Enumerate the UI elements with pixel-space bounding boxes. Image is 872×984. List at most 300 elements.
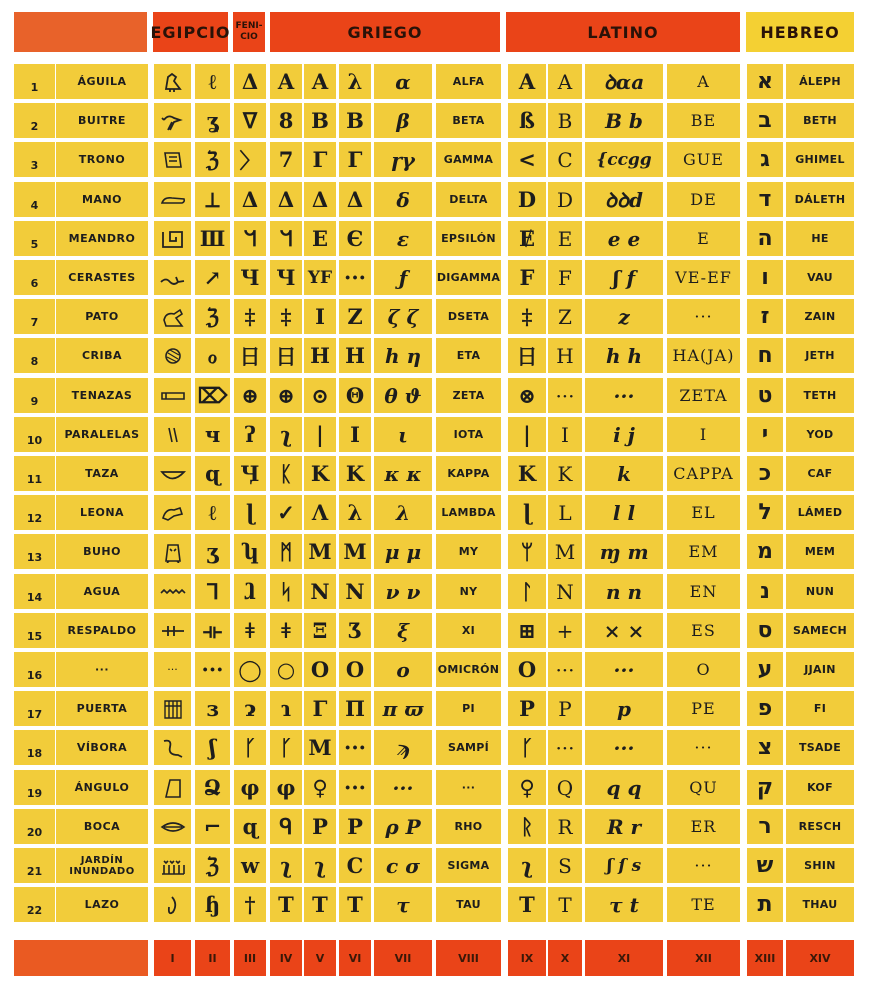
row-20-gname-text: RHO <box>454 820 483 833</box>
row-4-l3-text: ꝺꝺd <box>605 188 643 212</box>
row-10-name-text: PARALELAS <box>64 428 140 441</box>
row-10-g3-text: I <box>350 422 360 447</box>
row-8-hieratic-text: ℴ <box>207 343 218 368</box>
row-2-gname <box>436 103 501 138</box>
row-3-hchar-text: ג <box>760 147 770 172</box>
row-11-num-text: 11 <box>26 473 43 486</box>
row-21-l1 <box>508 848 546 883</box>
row-11-g3 <box>339 456 371 491</box>
row-13-hieratic <box>195 534 230 569</box>
row-1-lname-text: A <box>697 72 710 91</box>
row-11-g1 <box>270 456 302 491</box>
row-13-l2-text: M <box>554 539 576 564</box>
header-hebreo-label: HEBREO <box>760 22 840 42</box>
row-16-g2 <box>304 652 336 687</box>
row-21-egypt <box>154 848 191 883</box>
row-13-g4-text: μ μ <box>384 539 422 564</box>
row-4-g4 <box>374 182 432 217</box>
row-2-l3-text: B b <box>605 108 643 133</box>
row-13-fenicio-text: ʮ <box>243 539 257 564</box>
row-15-hchar <box>747 613 783 648</box>
row-5-hieratic-text: Ⅲ <box>199 226 226 251</box>
row-4-l2 <box>548 182 582 217</box>
row-19-egypt <box>154 770 191 805</box>
row-19-hname <box>786 770 854 805</box>
row-20-l2-text: R <box>557 814 573 839</box>
row-13-lname <box>667 534 740 569</box>
row-19-num-text: 19 <box>26 787 43 800</box>
row-18-g1 <box>270 730 302 765</box>
row-4-name-text: MANO <box>81 193 123 206</box>
header-fenicio-label: FENI- CIO <box>235 21 263 42</box>
row-4-fenicio-text: Δ <box>241 187 259 212</box>
row-9-hname <box>786 378 854 413</box>
row-4-num <box>14 182 55 217</box>
row-7-g4-text: ζ ζ <box>387 304 419 329</box>
row-12-gname <box>436 495 501 530</box>
row-15-l1-text: ⊞ <box>518 618 536 643</box>
row-17-num-text: 17 <box>26 708 43 721</box>
row-2-lname-text: BE <box>690 111 717 130</box>
row-14-gname <box>436 574 501 609</box>
footer-numeral-11 <box>585 940 663 976</box>
row-8-egypt <box>154 338 191 373</box>
row-10-g4-text: ι <box>398 422 408 447</box>
row-8-hchar <box>747 338 783 373</box>
row-8-g2 <box>304 338 336 373</box>
row-18-g3-text: ··· <box>344 735 366 760</box>
row-1-hname <box>786 64 854 99</box>
row-8-l1 <box>508 338 546 373</box>
row-16-hname-text: JJAIN <box>804 663 836 676</box>
row-21-g2 <box>304 848 336 883</box>
row-12-hname <box>786 495 854 530</box>
row-3-hieratic-text: ℨ <box>206 147 219 172</box>
row-14-num <box>14 574 55 609</box>
row-5-g4-text: ε <box>396 226 410 251</box>
row-18-hname-text: TSADE <box>798 741 842 754</box>
row-13-name-text: BUHO <box>83 545 121 558</box>
row-5-l1-text: Ɇ <box>518 226 535 251</box>
row-10-g2 <box>304 417 336 452</box>
row-22-name <box>56 887 148 922</box>
row-1-g4-text: α <box>395 69 411 94</box>
row-9-l2 <box>548 378 582 413</box>
row-17-egypt <box>154 691 191 726</box>
row-1-l2 <box>548 64 582 99</box>
row-17-fenicio <box>234 691 266 726</box>
row-15-g3-text: Ʒ <box>348 618 362 643</box>
row-9-hchar <box>747 378 783 413</box>
row-4-num-text: 4 <box>30 199 39 212</box>
row-17-g1 <box>270 691 302 726</box>
row-21-l1-text: ʅ <box>521 853 533 878</box>
row-16-l1 <box>508 652 546 687</box>
row-4-lname-text: DE <box>690 190 717 209</box>
row-12-hieratic-text: ℓ <box>208 499 217 525</box>
row-20-hchar <box>747 809 783 844</box>
row-16-l2 <box>548 652 582 687</box>
row-11-fenicio <box>234 456 266 491</box>
footer-numeral-2 <box>195 940 230 976</box>
row-18-g2-text: M <box>308 735 332 760</box>
row-3-lname-text: GUE <box>683 150 724 169</box>
hieroglyph-icon <box>160 385 186 407</box>
row-7-hchar-text: ז <box>760 304 770 329</box>
row-3-name-text: TRONO <box>78 153 126 166</box>
row-19-l2-text: Q <box>556 775 574 800</box>
row-17-l2 <box>548 691 582 726</box>
row-19-l1 <box>508 770 546 805</box>
row-16-g1-text: ○ <box>276 657 296 682</box>
row-9-fenicio-text: ⊕ <box>241 383 259 408</box>
row-6-hieratic <box>195 260 230 295</box>
row-8-g1-text: 日 <box>275 343 297 369</box>
hieroglyph-icon <box>160 345 186 367</box>
row-14-l1-text: ᛚ <box>520 579 534 604</box>
row-10-egypt <box>154 417 191 452</box>
row-8-l2 <box>548 338 582 373</box>
row-17-gname-text: PI <box>462 702 475 715</box>
row-12-hname-text: LÁMED <box>797 506 843 519</box>
row-22-hname <box>786 887 854 922</box>
row-2-fenicio <box>234 103 266 138</box>
row-4-g1 <box>270 182 302 217</box>
row-3-g4-text: ɼγ <box>391 147 415 172</box>
row-10-hchar-text: י <box>761 422 769 447</box>
row-1-l1-text: A <box>518 69 536 94</box>
row-3-num-text: 3 <box>30 159 39 172</box>
row-8-fenicio-text: 日 <box>239 343 261 369</box>
row-3-fenicio-text: 〉 <box>239 147 261 173</box>
row-12-g2-text: Λ <box>311 500 329 525</box>
row-18-g4 <box>374 730 432 765</box>
row-21-hchar <box>747 848 783 883</box>
row-17-l3 <box>585 691 663 726</box>
row-2-hieratic-text: ʓ <box>206 108 219 133</box>
row-1-gname <box>436 64 501 99</box>
row-4-hchar <box>747 182 783 217</box>
row-6-hname-text: VAU <box>807 271 833 284</box>
row-22-g2-text: T <box>312 892 328 917</box>
row-9-gname <box>436 378 501 413</box>
hieroglyph-icon <box>160 110 186 132</box>
row-10-hieratic <box>195 417 230 452</box>
row-18-l2-text: ··· <box>555 735 575 760</box>
row-13-gname-text: MY <box>458 545 479 558</box>
row-22-hieratic <box>195 887 230 922</box>
row-2-g3-text: B <box>346 108 364 133</box>
row-19-gname-text: ··· <box>461 781 476 794</box>
row-15-lname <box>667 613 740 648</box>
footer-numeral-13 <box>747 940 783 976</box>
row-9-l3 <box>585 378 663 413</box>
row-14-lname-text: EN <box>689 582 718 601</box>
row-21-l3 <box>585 848 663 883</box>
row-8-l2-text: H <box>556 343 574 368</box>
footer-numeral-1 <box>154 940 191 976</box>
row-2-g2 <box>304 103 336 138</box>
row-10-l2 <box>548 417 582 452</box>
row-16-fenicio <box>234 652 266 687</box>
row-14-g1-text: ᛋ <box>279 579 293 604</box>
row-22-lname <box>667 887 740 922</box>
row-6-g4-text: ƒ <box>398 265 408 290</box>
row-20-g3 <box>339 809 371 844</box>
footer-numeral-label: X <box>560 951 570 965</box>
row-2-hname-text: BETH <box>803 114 837 127</box>
row-11-egypt <box>154 456 191 491</box>
row-2-name-text: BUITRE <box>78 114 126 127</box>
row-19-lname-text: QU <box>689 778 718 797</box>
row-21-fenicio <box>234 848 266 883</box>
row-20-l3-text: R r <box>606 814 642 839</box>
row-6-name-text: CERASTES <box>68 271 136 284</box>
row-4-hieratic-text: ⟂ <box>205 186 220 212</box>
row-5-l3 <box>585 221 663 256</box>
row-16-lname-text: O <box>696 660 711 679</box>
row-5-l1 <box>508 221 546 256</box>
row-19-lname <box>667 770 740 805</box>
row-11-hname <box>786 456 854 491</box>
header-latino-label: LATINO <box>587 22 659 42</box>
row-4-lname <box>667 182 740 217</box>
row-4-gname-text: DELTA <box>449 193 488 206</box>
row-3-hname-text: GHIMEL <box>795 153 845 166</box>
row-13-l2 <box>548 534 582 569</box>
row-6-l1-text: F <box>519 265 535 290</box>
row-19-l1-text: ♀ <box>519 775 535 800</box>
row-1-hieratic-text: ℓ <box>208 68 217 94</box>
header-hebreo <box>746 12 854 52</box>
row-16-g1 <box>270 652 302 687</box>
row-14-hchar <box>747 574 783 609</box>
row-7-hchar <box>747 299 783 334</box>
row-15-g1 <box>270 613 302 648</box>
row-5-name <box>56 221 148 256</box>
row-20-num <box>14 809 55 844</box>
row-21-fenicio-text: w <box>240 853 260 878</box>
row-12-g4 <box>374 495 432 530</box>
row-3-gname <box>436 142 501 177</box>
row-7-g2-text: I <box>315 304 325 329</box>
row-12-g2 <box>304 495 336 530</box>
row-9-egypt <box>154 378 191 413</box>
row-8-g4-text: h η <box>384 343 422 368</box>
row-8-gname-text: ETA <box>456 349 481 362</box>
row-4-name <box>56 182 148 217</box>
row-1-g4 <box>374 64 432 99</box>
row-12-gname-text: LAMBDA <box>441 506 496 519</box>
row-11-fenicio-text: Ӌ <box>240 461 260 486</box>
row-11-l1 <box>508 456 546 491</box>
footer-numeral-8 <box>436 940 501 976</box>
row-10-l1-text: | <box>523 422 531 447</box>
row-13-g4 <box>374 534 432 569</box>
row-22-l3 <box>585 887 663 922</box>
row-20-hieratic <box>195 809 230 844</box>
row-20-g2-text: P <box>312 814 328 839</box>
footer-numeral-label: III <box>243 951 257 965</box>
row-8-num <box>14 338 55 373</box>
row-7-l3-text: z <box>618 304 630 329</box>
row-9-gname-text: ZETA <box>452 389 485 402</box>
row-2-l3 <box>585 103 663 138</box>
row-1-g1 <box>270 64 302 99</box>
row-20-hname <box>786 809 854 844</box>
row-12-g4-text: λ <box>395 500 411 525</box>
row-6-l1 <box>508 260 546 295</box>
row-4-g2 <box>304 182 336 217</box>
row-7-lname <box>667 299 740 334</box>
row-9-lname-text: ZETA <box>679 386 728 405</box>
row-18-l1 <box>508 730 546 765</box>
row-16-l1-text: O <box>517 657 537 682</box>
row-11-gname-text: KAPPA <box>447 467 490 480</box>
row-4-g2-text: Δ <box>311 187 329 212</box>
footer-numeral-label: IV <box>279 951 293 965</box>
row-9-hieratic <box>195 378 230 413</box>
row-17-lname-text: PE <box>691 699 716 718</box>
row-21-l2-text: S <box>558 853 572 878</box>
row-7-fenicio <box>234 299 266 334</box>
row-12-g1 <box>270 495 302 530</box>
row-7-name <box>56 299 148 334</box>
row-18-hieratic <box>195 730 230 765</box>
row-5-g1 <box>270 221 302 256</box>
row-22-g3-text: T <box>347 892 363 917</box>
row-4-hieratic <box>195 182 230 217</box>
row-5-hname <box>786 221 854 256</box>
row-21-gname-text: SIGMA <box>447 859 490 872</box>
row-9-name-text: TENAZAS <box>71 389 133 402</box>
row-22-g3 <box>339 887 371 922</box>
row-2-fenicio-text: ᐁ <box>242 108 258 133</box>
row-14-l2-text: N <box>556 579 574 604</box>
row-13-g1-text: ᛗ <box>279 539 293 564</box>
row-7-num-text: 7 <box>30 316 39 329</box>
row-3-l3 <box>585 142 663 177</box>
header-egipcio <box>150 12 231 52</box>
row-7-g3 <box>339 299 371 334</box>
row-15-lname-text: ES <box>691 621 716 640</box>
row-17-hchar <box>747 691 783 726</box>
row-2-l2-text: B <box>557 108 573 133</box>
row-21-g3 <box>339 848 371 883</box>
row-1-gname-text: ALFA <box>452 75 485 88</box>
row-17-l2-text: P <box>558 696 572 721</box>
row-18-gname-text: SAMPÍ <box>447 741 490 754</box>
row-5-l3-text: e e <box>607 226 641 251</box>
row-21-hieratic-text: ℨ <box>206 853 219 878</box>
row-4-hchar-text: ד <box>758 187 772 212</box>
row-15-hieratic <box>195 613 230 648</box>
row-5-hname-text: HE <box>811 232 829 245</box>
footer-numeral-5 <box>304 940 336 976</box>
footer-numeral-6 <box>339 940 371 976</box>
row-7-l1 <box>508 299 546 334</box>
header-latino <box>506 12 740 52</box>
row-18-l3 <box>585 730 663 765</box>
row-7-egypt <box>154 299 191 334</box>
row-5-g2-text: E <box>311 226 328 251</box>
row-21-g4-text: c σ <box>386 853 420 878</box>
row-8-l3-text: h h <box>605 343 643 368</box>
row-20-g4 <box>374 809 432 844</box>
row-3-l2-text: C <box>557 147 573 172</box>
row-3-g1-text: 7 <box>278 147 294 172</box>
row-2-g4-text: β <box>396 108 410 133</box>
row-17-l1-text: P <box>519 696 535 721</box>
hieroglyph-icon <box>160 71 186 93</box>
row-16-g4-text: ο <box>396 657 410 682</box>
row-3-fenicio <box>234 142 266 177</box>
row-6-g2 <box>304 260 336 295</box>
row-9-hchar-text: ט <box>757 383 773 408</box>
hieroglyph-icon <box>160 267 186 289</box>
row-18-name <box>56 730 148 765</box>
row-13-egypt <box>154 534 191 569</box>
row-5-num-text: 5 <box>30 238 39 251</box>
row-7-gname <box>436 299 501 334</box>
row-15-l2 <box>548 613 582 648</box>
footer-numeral-label: XI <box>617 951 631 965</box>
row-22-g4-text: τ <box>396 892 410 917</box>
row-6-lname <box>667 260 740 295</box>
row-11-lname <box>667 456 740 491</box>
row-18-l2 <box>548 730 582 765</box>
row-12-name-text: LEONA <box>79 506 125 519</box>
row-2-num-text: 2 <box>30 120 39 133</box>
row-9-hname-text: TETH <box>803 389 837 402</box>
row-8-lname-text: HA(JA) <box>672 346 735 365</box>
footer-numeral-label: XII <box>695 951 712 965</box>
footer-numeral-label: IX <box>520 951 534 965</box>
row-18-g3 <box>339 730 371 765</box>
row-21-g1-text: ʅ <box>280 853 292 878</box>
row-2-l2 <box>548 103 582 138</box>
row-13-lname-text: EM <box>688 542 719 561</box>
row-2-hname <box>786 103 854 138</box>
row-14-lname <box>667 574 740 609</box>
row-8-fenicio <box>234 338 266 373</box>
row-16-num <box>14 652 55 687</box>
hieroglyph-icon <box>160 463 186 485</box>
row-20-g2 <box>304 809 336 844</box>
row-11-l2 <box>548 456 582 491</box>
row-11-name-text: TAZA <box>85 467 119 480</box>
row-2-l1 <box>508 103 546 138</box>
row-9-name <box>56 378 148 413</box>
row-9-l1 <box>508 378 546 413</box>
row-18-hchar <box>747 730 783 765</box>
row-6-lname-text: VE-EF <box>675 268 732 287</box>
row-1-hieratic <box>195 64 230 99</box>
row-22-egypt <box>154 887 191 922</box>
row-11-g1-text: ᛕ <box>279 461 293 486</box>
row-5-g4 <box>374 221 432 256</box>
row-11-g4-text: κ κ <box>384 461 422 486</box>
row-10-g1 <box>270 417 302 452</box>
row-22-g2 <box>304 887 336 922</box>
footer-numeral-10 <box>548 940 582 976</box>
row-14-hname-text: NUN <box>805 585 835 598</box>
row-9-g3-text: Θ <box>345 383 365 408</box>
row-20-num-text: 20 <box>26 826 43 839</box>
row-15-num-text: 15 <box>26 630 43 643</box>
row-4-hname-text: DÁLETH <box>794 193 846 206</box>
row-8-gname <box>436 338 501 373</box>
